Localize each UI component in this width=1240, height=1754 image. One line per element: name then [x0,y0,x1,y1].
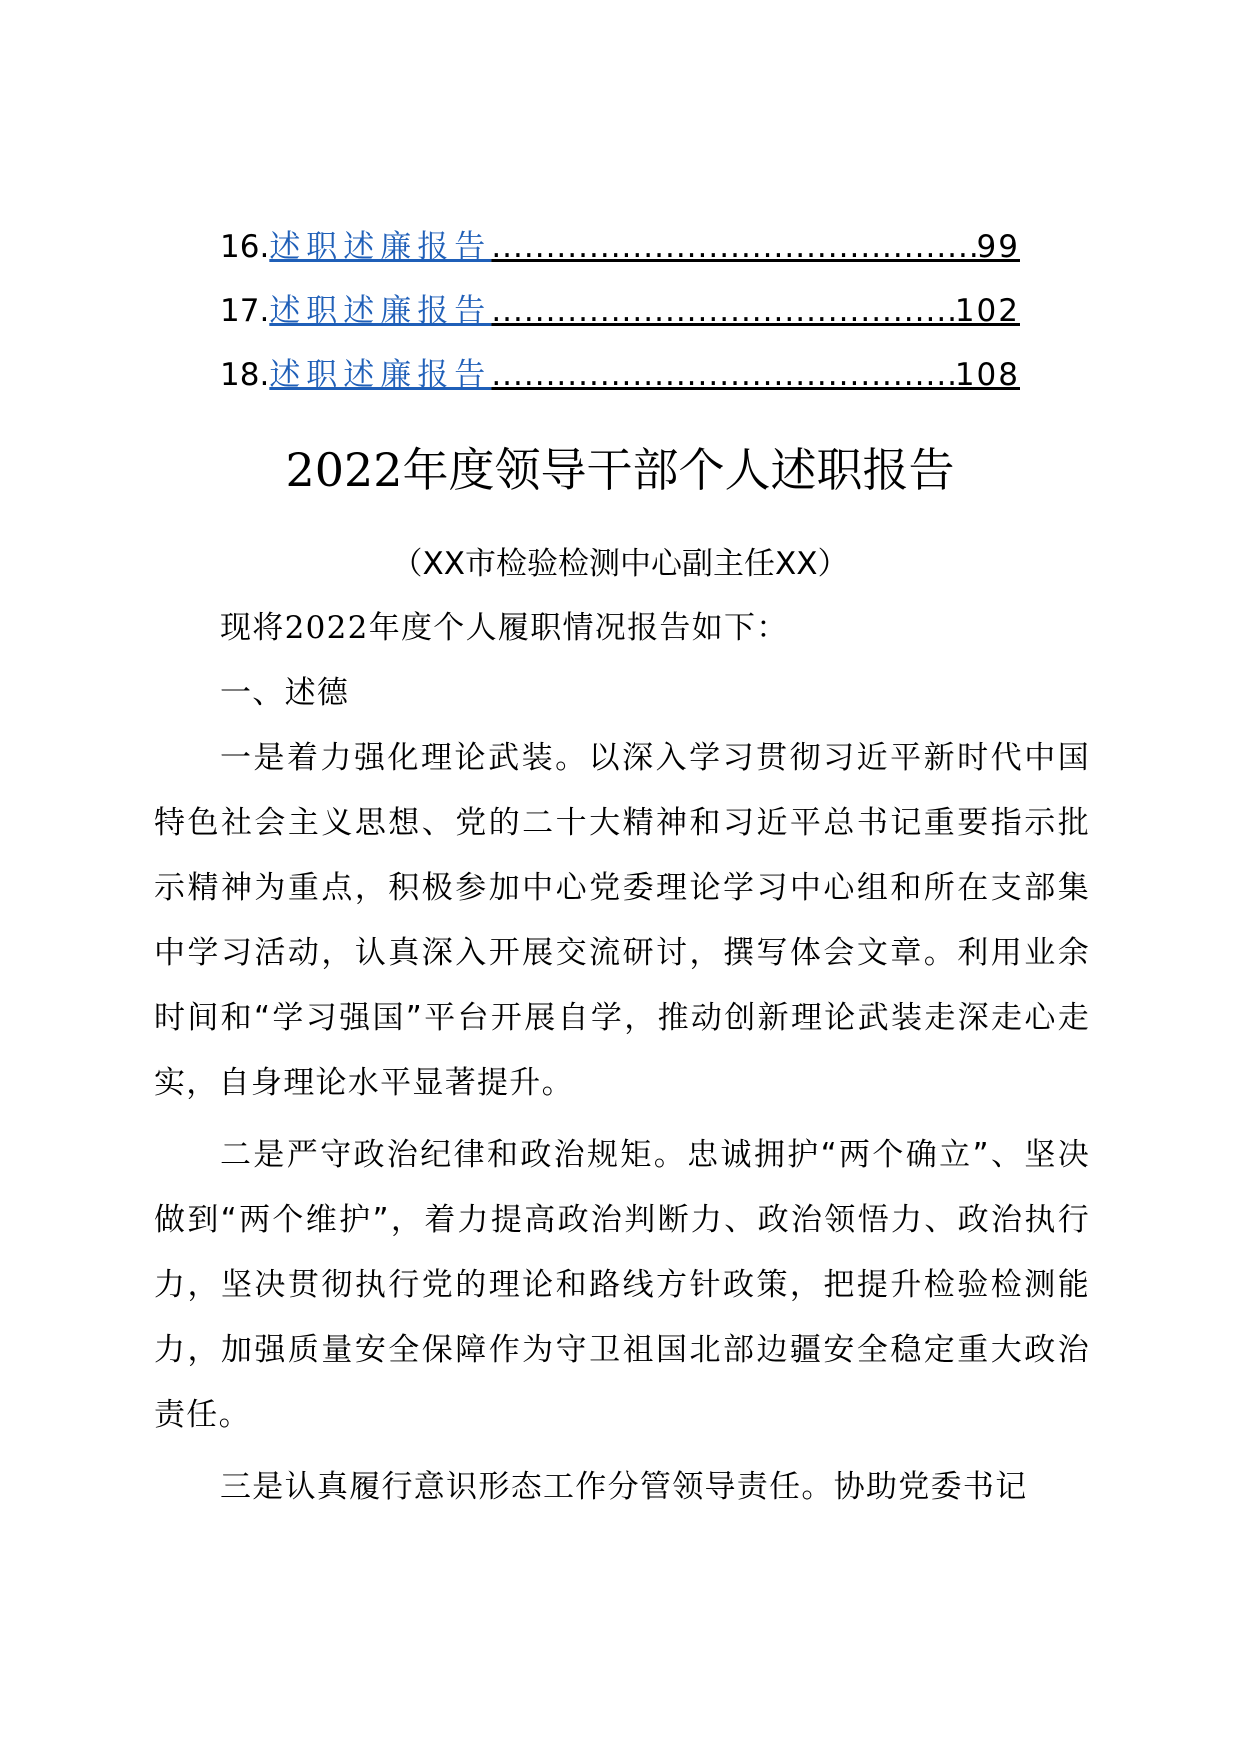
intro-text-start: 现将 [220,610,285,646]
toc-page-number: 108 [954,357,1020,393]
toc-entry-link[interactable]: 述职述廉报告 [269,229,492,265]
document-title [0,430,1240,510]
section-heading: 一、述德 [220,675,350,711]
paragraph-1: 一是着力强化理论武装。以深入学习贯彻习近平新时代中国特色社会主义思想、党的二十大精神和习近平总书记重要指示批示精神为重点，积极参加中心党委理论学习中心组和所在支部集中学习活动，认真深入开展交流研讨，撰写体会文章。利用业余时间和“学习强国”平台开展自学，推动创新理论武装走深走心走实，自身理论水平显著提升。 [154,740,1090,1101]
toc-entry-number: 16. [220,229,270,265]
document-body [154,596,1090,1520]
toc-entry-number: 17. [220,293,270,329]
intro-text-end: 年度个人履职情况报告如下： [368,610,789,646]
intro-paragraph [154,596,1090,661]
title-year: 2022 [285,443,403,497]
toc-dot-leader [491,215,976,279]
toc-entry-17[interactable] [220,279,1020,343]
toc-page-number: 99 [976,229,1020,265]
toc-dot-leader [491,279,955,343]
toc-entry-link[interactable]: 述职述廉报告 [269,357,492,393]
table-of-contents [220,215,1020,407]
intro-year: 2022 [284,610,369,646]
paragraph-2: 二是严守政治纪律和政治规矩。忠诚拥护“两个确立”、坚决做到“两个维护”，着力提高政治判断力、政治领悟力、政治执行力，坚决贯彻执行党的理论和路线方针政策，把提升检验检测能力，加强质量安全保障作为守卫祖国北部边疆安全稳定重大政治责任。 [154,1137,1090,1433]
document-subtitle: （XX市检验检测中心副主任XX） [391,546,849,582]
toc-dot-leader [491,343,955,407]
toc-page-number: 102 [954,293,1020,329]
toc-entry-16[interactable] [220,215,1020,279]
title-text: 年度领导干部个人述职报告 [402,443,955,497]
toc-entry-18[interactable] [220,343,1020,407]
toc-entry-link[interactable]: 述职述廉报告 [269,293,492,329]
paragraph-3: 三是认真履行意识形态工作分管领导责任。协助党委书记 [220,1469,1028,1505]
toc-entry-number: 18. [220,357,270,393]
